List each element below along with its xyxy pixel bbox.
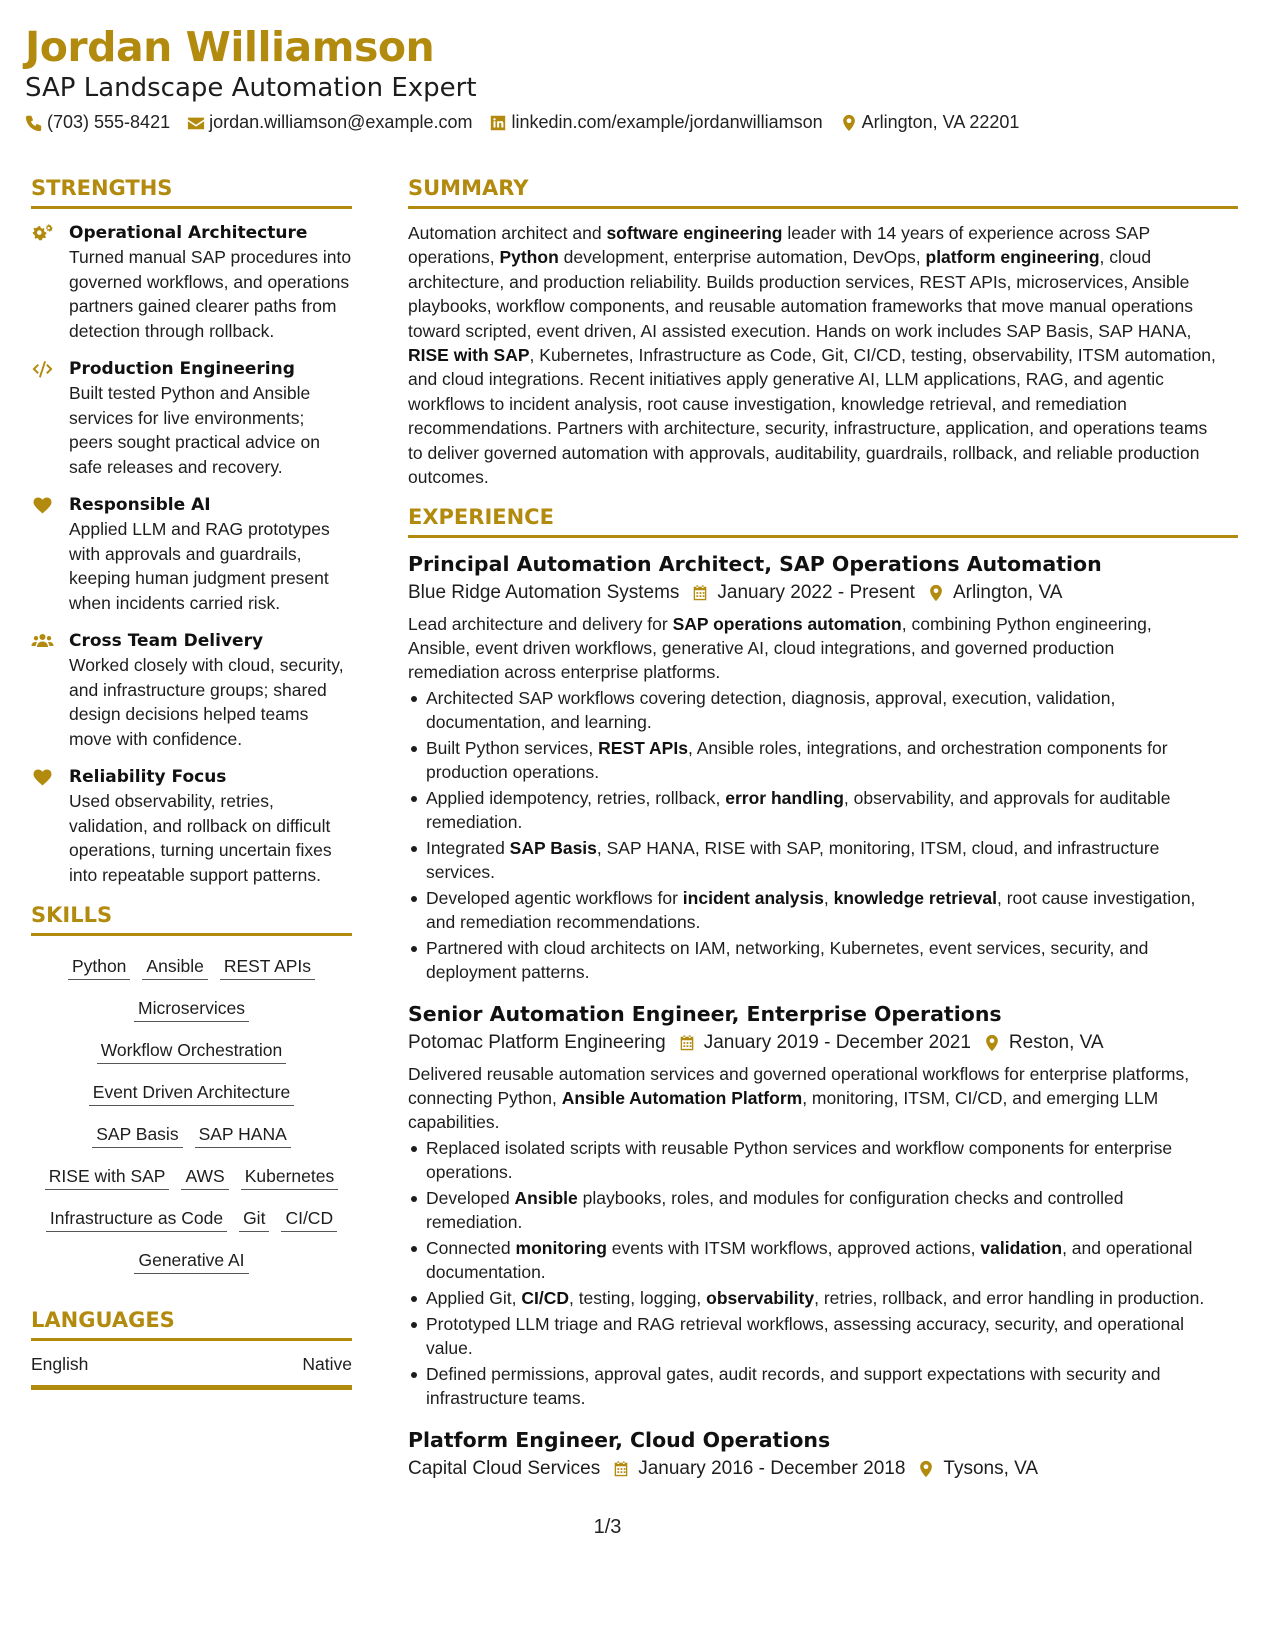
skill-row <box>31 1122 352 1148</box>
strength-icon <box>31 221 69 343</box>
resume-header <box>25 22 1250 133</box>
skill-tag: REST APIs <box>220 954 315 980</box>
strengths-heading: STRENGTHS <box>31 174 352 209</box>
job-location: Arlington, VA <box>952 582 1063 604</box>
candidate-name: Jordan Williamson <box>25 23 435 71</box>
job-company: Blue Ridge Automation Systems <box>408 582 680 604</box>
job-dates: January 2022 - Present <box>717 582 915 604</box>
strength-description: Turned manual SAP procedures into governed workflows, and operations partners gained clearer paths from detection through rollback. <box>69 247 352 341</box>
strength-item <box>31 493 352 615</box>
contact-text: linkedin.com/example/jordanwilliamson <box>511 112 823 132</box>
calendar-icon <box>678 1033 696 1053</box>
job-title: Platform Engineer, Cloud Operations <box>408 1428 831 1453</box>
envelope-icon <box>187 114 205 132</box>
summary-text: Automation architect and software engineering leader with 14 years of experience across SAP operations, Python development, enterprise automation, DevOps, platform engineering, cloud architecture, and production reliability. Builds production services, REST APIs, microservices, Ansible playbooks, workflow components, and reusable automation frameworks that move manual operations toward scripted, event driven, AI assisted execution. Hands on work includes SAP Basis, SAP HANA, RISE with SAP, Kubernetes, Infrastructure as Code, Git, CI/CD, testing, observability, ITSM automation, and cloud integrations. Recent initiatives apply generative AI, LLM applications, RAG, and agentic workflows to incident analysis, root cause investigation, knowledge retrieval, and remediation recommendations. Partners with architecture, security, infrastructure, application, and operations teams to deliver governed automation with approvals, auditability, guardrails, rollback, and reliable production outcomes. <box>408 223 1216 488</box>
summary-heading: SUMMARY <box>408 174 1238 209</box>
skill-tag: Workflow Orchestration <box>97 1038 287 1064</box>
map-pin-icon <box>983 1033 1001 1053</box>
strength-item <box>31 221 352 343</box>
strength-item <box>31 629 352 751</box>
skill-tag: AWS <box>181 1164 228 1190</box>
strength-icon <box>31 765 69 887</box>
linkedin-icon <box>489 114 507 132</box>
strength-icon <box>31 629 69 751</box>
language-name: English <box>31 1354 89 1374</box>
strength-title: Cross Team Delivery <box>69 631 264 651</box>
job-bullet: Applied idempotency, retries, rollback, error handling, observability, and approvals for auditable remediation. <box>426 786 1238 834</box>
heart-icon <box>31 495 54 515</box>
job-bullets <box>408 686 1238 984</box>
map-pin-icon <box>840 114 858 132</box>
job-bullet: Architected SAP workflows covering detection, diagnosis, approval, execution, validation, documentation, and learning. <box>426 686 1238 734</box>
skill-tag: Ansible <box>142 954 207 980</box>
contact-text: Arlington, VA 22201 <box>861 112 1020 132</box>
left-column <box>31 174 352 1390</box>
contact-text: (703) 555-8421 <box>47 112 171 132</box>
calendar-icon <box>691 583 709 603</box>
code-icon <box>31 359 54 379</box>
candidate-title: SAP Landscape Automation Expert <box>25 73 477 103</box>
job-meta <box>408 1028 1238 1058</box>
map-pin-icon <box>917 1459 935 1479</box>
job-bullet: Applied Git, CI/CD, testing, logging, observability, retries, rollback, and error handling in production. <box>426 1286 1238 1310</box>
map-pin-icon <box>927 583 945 603</box>
job-dates: January 2016 - December 2018 <box>638 1458 906 1480</box>
strength-title: Operational Architecture <box>69 223 308 243</box>
page-number: 1/3 <box>593 1516 622 1538</box>
contact-bar <box>25 112 1250 133</box>
job-location: Tysons, VA <box>943 1458 1039 1480</box>
skill-row <box>31 954 352 980</box>
skill-tag: Kubernetes <box>241 1164 339 1190</box>
job-company: Capital Cloud Services <box>408 1458 601 1480</box>
job-entry <box>408 1426 1238 1484</box>
job-meta <box>408 1454 1238 1484</box>
strength-icon <box>31 493 69 615</box>
contact-item[interactable] <box>25 112 170 133</box>
strength-title: Production Engineering <box>69 359 295 379</box>
job-description: Lead architecture and delivery for SAP operations automation, combining Python engineering, Ansible, event driven workflows, generative AI, cloud integrations, and governed production remediation across enterprise platforms. <box>408 614 1152 683</box>
contact-item[interactable] <box>489 112 822 133</box>
job-bullet: Integrated SAP Basis, SAP HANA, RISE with SAP, monitoring, ITSM, cloud, and infrastructure services. <box>426 836 1238 884</box>
experience-heading: EXPERIENCE <box>408 503 1238 538</box>
skill-row <box>31 996 352 1022</box>
strengths-list <box>31 221 352 887</box>
job-bullet: Developed agentic workflows for incident analysis, knowledge retrieval, root cause investigation, and remediation recommendations. <box>426 886 1238 934</box>
job-bullet: Built Python services, REST APIs, Ansible roles, integrations, and orchestration components for production operations. <box>426 736 1238 784</box>
contact-item[interactable] <box>187 112 472 133</box>
skill-tag: Event Driven Architecture <box>89 1080 294 1106</box>
skill-tag: Python <box>68 954 130 980</box>
job-bullet: Defined permissions, approval gates, audit records, and support expectations with security and infrastructure teams. <box>426 1362 1238 1410</box>
skill-row <box>31 1038 352 1064</box>
job-title: Senior Automation Engineer, Enterprise Operations <box>408 1002 1002 1027</box>
job-bullet: Prototyped LLM triage and RAG retrieval workflows, assessing accuracy, security, and operational value. <box>426 1312 1238 1360</box>
job-bullet: Connected monitoring events with ITSM workflows, approved actions, validation, and operational documentation. <box>426 1236 1238 1284</box>
job-dates: January 2019 - December 2021 <box>703 1032 971 1054</box>
right-column <box>408 174 1238 1500</box>
job-description: Delivered reusable automation services and governed operational workflows for enterprise platforms, connecting Python, Ansible Automation Platform, monitoring, ITSM, CI/CD, and emerging LLM capabilities. <box>408 1064 1190 1133</box>
language-row <box>31 1341 352 1390</box>
job-entry <box>408 1000 1238 1410</box>
job-bullet: Developed Ansible playbooks, roles, and modules for configuration checks and controlled remediation. <box>426 1186 1238 1234</box>
contact-item[interactable] <box>840 112 1020 133</box>
skill-tag: RISE with SAP <box>45 1164 170 1190</box>
users-icon <box>31 631 54 651</box>
phone-icon <box>25 114 43 132</box>
language-level: Native <box>302 1354 352 1374</box>
job-bullets <box>408 1136 1238 1410</box>
strength-icon <box>31 357 69 479</box>
languages-heading: LANGUAGES <box>31 1306 352 1341</box>
job-bullet: Replaced isolated scripts with reusable Python services and workflow components for enterprise operations. <box>426 1136 1238 1184</box>
job-location: Reston, VA <box>1008 1032 1104 1054</box>
job-title: Principal Automation Architect, SAP Operations Automation <box>408 552 1102 577</box>
skill-tag: SAP HANA <box>195 1122 291 1148</box>
skill-tag: CI/CD <box>281 1206 337 1232</box>
skill-row <box>31 1080 352 1106</box>
job-bullet: Partnered with cloud architects on IAM, networking, Kubernetes, event services, security, and deployment patterns. <box>426 936 1238 984</box>
skill-row <box>31 1164 352 1190</box>
strength-item <box>31 765 352 887</box>
strength-description: Built tested Python and Ansible services for live environments; peers sought practical advice on safe releases and recovery. <box>69 383 320 477</box>
skill-tag: Microservices <box>134 996 249 1022</box>
strength-description: Worked closely with cloud, security, and infrastructure groups; shared design decisions helped teams move with confidence. <box>69 655 344 749</box>
skill-tag: Infrastructure as Code <box>46 1206 227 1232</box>
languages-list <box>31 1341 352 1390</box>
skill-tag: Generative AI <box>134 1248 248 1274</box>
experience-list <box>408 550 1238 1484</box>
job-meta <box>408 578 1238 608</box>
skills-list <box>31 948 352 1274</box>
contact-text: jordan.williamson@example.com <box>209 112 473 132</box>
skill-row <box>31 1206 352 1232</box>
skill-row <box>31 1248 352 1274</box>
heart-icon <box>31 767 54 787</box>
skill-tag: SAP Basis <box>92 1122 182 1148</box>
strength-description: Used observability, retries, validation, and rollback on difficult operations, turning uncertain fixes into repeatable support patterns. <box>69 791 332 885</box>
skills-heading: SKILLS <box>31 901 352 936</box>
job-entry <box>408 550 1238 984</box>
job-company: Potomac Platform Engineering <box>408 1032 666 1054</box>
calendar-icon <box>612 1459 630 1479</box>
skill-tag: Git <box>239 1206 269 1232</box>
gears-icon <box>31 223 54 243</box>
strength-description: Applied LLM and RAG prototypes with approvals and guardrails, keeping human judgment present when incidents carried risk. <box>69 519 330 613</box>
strength-item <box>31 357 352 479</box>
strength-title: Reliability Focus <box>69 767 227 787</box>
strength-title: Responsible AI <box>69 495 211 515</box>
